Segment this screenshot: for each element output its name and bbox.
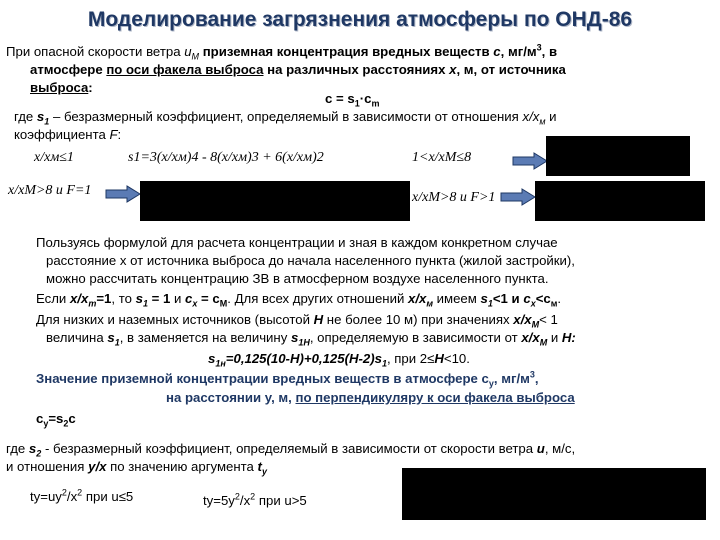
text: . Для всех других отношений [227,291,408,306]
text: y [488,378,494,389]
text: . [557,291,562,306]
text: x/x [407,291,427,306]
text: 1 [354,98,360,109]
formula-s1h [208,350,470,367]
text: s [480,291,488,306]
text: ty=uy [30,489,62,504]
text: s [107,330,115,345]
text: y/x [88,459,107,474]
text: , [534,371,539,386]
text: 2 [61,487,67,498]
condition-1: x/xм≤1 [34,150,74,165]
text: x/x [69,291,89,306]
text: s [28,441,37,456]
page-title: Моделирование загрязнения атмосферы по ОНД-86 [87,8,633,31]
text: при u>5 [255,493,307,508]
text: с [36,411,44,426]
text: x/x [521,330,540,345]
text: с [68,411,76,426]
text: x/x [522,109,540,124]
text: s [36,109,45,124]
text: < 1 [539,312,558,327]
text: Значение приземной концентрации вредных веществ в атмосфере с [36,371,489,386]
text: 2 [63,418,69,429]
text: s [208,351,216,366]
text: 1н [215,358,226,369]
text: = с [197,291,220,306]
text: с = s [325,91,355,106]
text: /x [66,489,78,504]
text: x/x [513,312,532,327]
formula-image-placeholder [140,181,410,221]
condition-4: x/xM>8 и F>1 [412,190,496,205]
text: Для низких и наземных источников (высотой [36,312,314,327]
text: = 1 [147,291,171,306]
text: 2 [234,491,240,502]
para1-line-3: можно рассчитать концентрацию ЗВ в атмосферном воздухе населенного пункта. [46,271,549,286]
where-s1-line-2 [14,126,121,143]
text: 3 [536,42,542,53]
formula-image-placeholder [402,468,706,520]
text: имеем [433,291,481,306]
text: <10. [443,351,470,366]
text: Н [434,351,444,366]
text: y [261,466,267,477]
text: m [88,298,97,309]
text: м [426,298,433,309]
right-arrow-icon [105,185,141,203]
text: коэффициента [14,127,110,142]
text: по значению аргумента [106,459,258,474]
text: Н [313,312,324,327]
text: M [219,298,228,309]
text: с [493,44,501,59]
text: При опасной скорости ветра [6,44,185,59]
text: величина [46,330,108,345]
condition-3: x/xM>8 и F=1 [8,183,92,198]
text: m [371,98,380,109]
text: u [536,441,545,456]
text: , при 2≤ [386,351,435,366]
text: 1 [487,298,493,309]
text: на различных расстояниях [263,62,450,77]
text: м [550,298,558,309]
intro-line-3 [30,79,93,96]
text: 1 [381,358,387,369]
text: , м, от источника [456,62,566,77]
text: M [531,319,540,330]
text: s [290,330,299,345]
text: 1Н [298,337,310,348]
text: , то [111,291,136,306]
text: M [191,51,200,62]
text: =0,125(10-H)+0,125(H-2)s [225,351,382,366]
text: и [545,109,557,124]
text: 1 [142,298,148,309]
formula-main [325,90,379,107]
formula-image-placeholder [546,136,690,176]
text: x [192,298,198,309]
text: x [530,298,536,309]
text: <c [535,291,551,306]
text: не более 10 м) при значениях [323,312,514,327]
text: , м/с, [544,441,576,456]
text: по оси факела выброса [106,62,264,77]
ty-formula-2 [203,492,307,509]
text: 2 [36,448,42,459]
formula-cy [36,410,76,427]
text: 1 [114,337,120,348]
text: u [184,44,192,59]
text: Н: [561,330,576,345]
para4-line-2 [166,389,575,406]
text: y [43,418,49,429]
right-arrow-icon [500,188,536,206]
text: и отношения [6,459,89,474]
text: по перпендикуляру к оси факела выброса [295,390,575,405]
where-s1-line-1 [14,108,557,125]
text: =s [48,411,64,426]
formula-s1: s1=3(x/xм)4 - 8(x/xм)3 + 6(x/xм)2 [128,150,324,165]
where-s2-line-2 [6,458,267,475]
intro-line-2 [30,61,566,78]
para3-line-2 [46,329,576,346]
right-arrow-icon [512,152,548,170]
para2 [36,290,561,307]
text: <1 и [492,291,524,306]
text: при u≤5 [82,489,134,504]
text: – безразмерный коэффициент, определяемый в зависимости от отношения [49,109,523,124]
text: : [117,127,122,142]
text: м [539,116,546,127]
text: с [523,291,531,306]
text: с [185,291,193,306]
para1-line-2: расстояние х от источника выброса до начала населенного пункта (жилой застройки), [46,253,575,268]
text: t [257,459,262,474]
where-s2-line-1 [6,440,575,457]
text: Если [36,291,70,306]
text: , мг/м [500,44,537,59]
text: 3 [529,369,535,380]
text: приземная концентрация вредных веществ [199,44,494,59]
text: на расстоянии у, м, [166,390,296,405]
text: =1 [96,291,112,306]
text: 2 [250,491,256,502]
text: F [109,127,118,142]
text: : [88,80,93,95]
text: и [170,291,186,306]
text: выброса [30,80,89,95]
text: ty=5y [203,493,235,508]
text: , определяемую в зависимости от [309,330,522,345]
text: ·c [359,91,372,106]
condition-2: 1<x/xM≤8 [412,150,472,165]
text: х [449,62,457,77]
text: 2 [77,487,83,498]
text: и [547,330,562,345]
text: где [14,109,37,124]
text: , в [541,44,558,59]
text: атмосфере [30,62,107,77]
ty-formula-1 [30,488,133,505]
text: , мг/м [493,371,530,386]
text: - безразмерный коэффициент, определяемый в зависимости от скорости ветра [41,441,537,456]
text: 1 [44,116,50,127]
intro-line-1 [6,43,557,60]
text: где [6,441,29,456]
text: /x [239,493,251,508]
para4-line-1 [36,370,539,387]
text: s [135,291,143,306]
para3-line-1 [36,311,558,328]
text: , в заменяется на величину [119,330,291,345]
para1-line-1: Пользуясь формулой для расчета концентрации и зная в каждом конкретном случае [36,235,558,250]
text: M [539,337,548,348]
formula-image-placeholder [535,181,705,221]
